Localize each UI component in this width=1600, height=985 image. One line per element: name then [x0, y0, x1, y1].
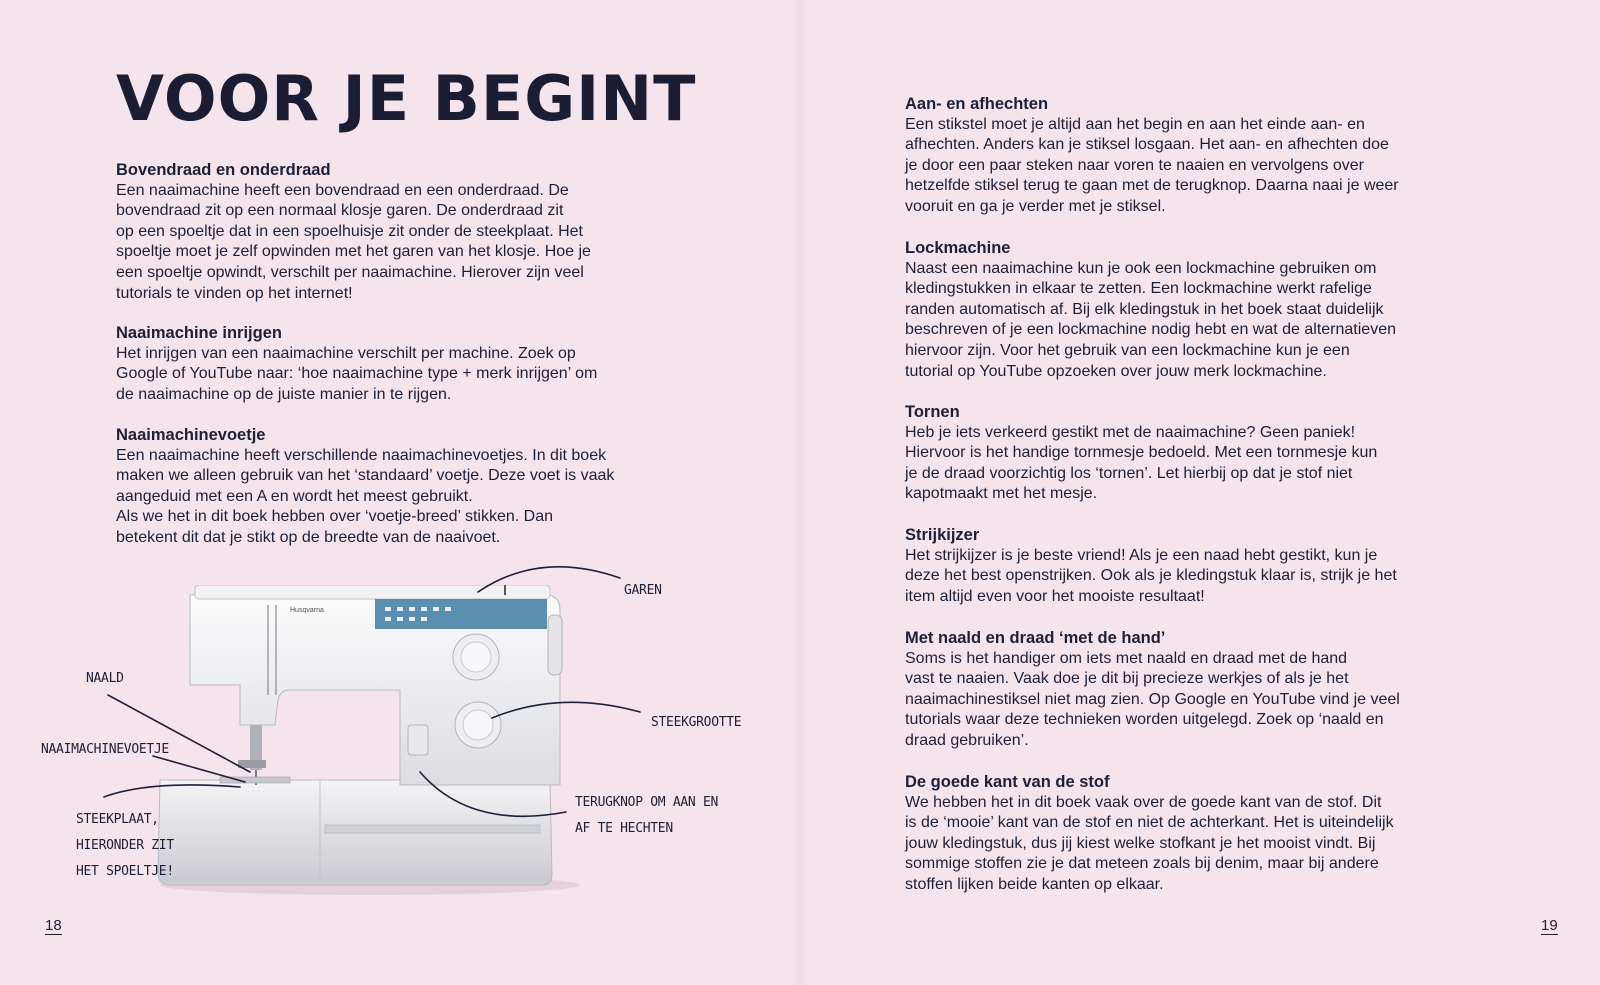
section-tornen: [905, 402, 1470, 505]
callout-garen: GAREN: [624, 583, 662, 598]
section-heading: Naaimachinevoetje: [116, 426, 266, 444]
section-heading: Tornen: [905, 403, 960, 421]
callout-naald: NAALD: [86, 671, 124, 686]
section-body: Soms is het handiger om iets met naald en draad met de hand vast te naaien. Vaak doe je dit bij precieze werkjes of als je het naaimachinestiksel niet mag zien. Op Google en YouTube vind je veel tutorials waar deze technieken worden uitgelegd. Zoek op ‘naald en draad gebruiken’.: [905, 649, 1400, 749]
section-heading: Aan- en afhechten: [905, 95, 1049, 113]
section-body: We hebben het in dit boek vaak over de goede kant van de stof. Dit is de ‘mooie’ kant van de stof en niet de achterkant. Het is uiteindelijk jouw kledingstuk, dus jij kiest welke stofkant je het mooist vindt. Bij sommige stoffen zie je dat meteen zoals bij denim, maar bij andere stoffen lijken beide kanten op elkaar.: [905, 793, 1394, 893]
callout-steekplaat: STEEKPLAAT, HIERONDER ZIT HET SPOELTJE!: [76, 812, 174, 879]
section-strijkijzer: [905, 525, 1470, 607]
section-body: Het strijkijzer is je beste vriend! Als je een naad hebt gestikt, kun je deze het best openstrijken. Ook als je kledingstuk klaar is, strijk je het item altijd even voor het mooiste resultaat!: [905, 546, 1397, 605]
section-heading: Lockmachine: [905, 239, 1011, 257]
section-heading: Naaimachine inrijgen: [116, 324, 282, 342]
section-heading: Bovendraad en onderdraad: [116, 161, 331, 179]
section-body: Naast een naaimachine kun je ook een lockmachine gebruiken om kledingstukken in elkaar te zetten. Een lockmachine werkt rafelige randen automatisch af. Bij elk kledingstuk in het boek staat duidelijk beschreven of je een lockmachine nodig hebt en wat de alternatieven hiervoor zijn. Voor het gebruik van een lockmachine kun je een tutorial op YouTube opzoeken over jouw merk lockmachine.: [905, 259, 1396, 380]
section-body: Een naaimachine heeft een bovendraad en een onderdraad. De bovendraad zit op een normaal klosje garen. De onderdraad zit op een spoeltje dat in een spoelhuisje zit onder de steekplaat. Het spoeltje moet je zelf opwinden met het garen van het klosje. Hoe je een spoeltje opwindt, verschilt per naaimachine. Hierover zijn veel tutorials te vinden op het internet!: [116, 181, 591, 302]
section-body: Heb je iets verkeerd gestikt met de naaimachine? Geen paniek! Hiervoor is het handige tornmesje bedoeld. Met een tornmesje kun je de draad voorzichtig los ‘tornen’. Let hierbij op dat je stof niet kapotmaakt met het mesje.: [905, 423, 1378, 503]
section-body: Een naaimachine heeft verschillende naaimachinevoetjes. In dit boek maken we alleen gebruik van het ‘standaard’ voetje. Deze voet is vaak aangeduid met een A en wordt het meest gebruikt. Als we het in dit boek hebben over ‘voetje-breed’ stikken. Dan betekent dit dat je stikt op de breedte van de naaivoet.: [116, 446, 615, 546]
callout-steekgrootte: STEEKGROOTTE: [651, 715, 742, 730]
section-heading: De goede kant van de stof: [905, 773, 1110, 791]
machine-brand-text: Husqvarna: [290, 607, 324, 614]
page-number-left: 18: [45, 917, 62, 934]
section-heading: Strijkijzer: [905, 526, 980, 544]
section-heading: Met naald en draad ‘met de hand’: [905, 629, 1166, 647]
callout-naaimachinevoetje: NAAIMACHINEVOETJE: [41, 742, 169, 757]
page-number-right: 19: [1541, 917, 1558, 934]
section-afhechten: [905, 94, 1470, 218]
section-body: Het inrijgen van een naaimachine verschilt per machine. Zoek op Google of YouTube naar: ‘hoe naaimachine type + merk inrijgen’ om de naaimachine op de juiste manier in te rijgen.: [116, 344, 598, 403]
page-title: VOOR JE BEGINT: [116, 62, 697, 135]
section-lockmachine: [905, 238, 1470, 382]
section-met-de-hand: [905, 628, 1470, 752]
callout-terugknop: TERUGKNOP OM AAN EN AF TE HECHTEN: [575, 795, 719, 836]
right-page: [800, 0, 1600, 985]
section-body: Een stikstel moet je altijd aan het begin en aan het einde aan- en afhechten. Anders kan je stiksel losgaan. Het aan- en afhechten doe je door een paar steken naar voren te naaien en vervolgens over hetzelfde stiksel terug te gaan met de terugknop. Daarna naai je weer vooruit en ga je verder met je stiksel.: [905, 115, 1399, 215]
section-goede-kant: [905, 772, 1470, 896]
